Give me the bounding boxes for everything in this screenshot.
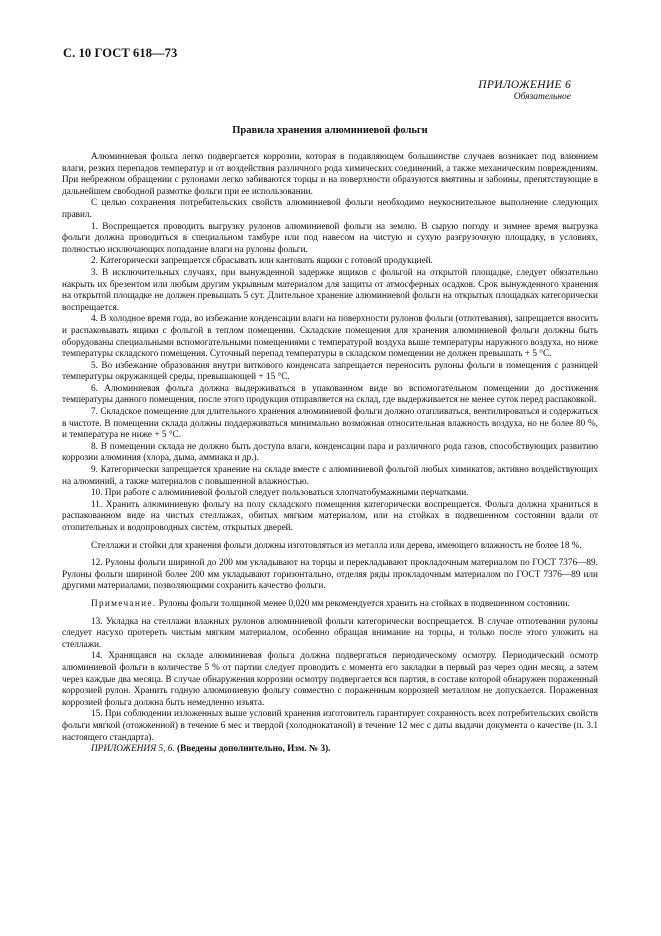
appendix-name: ПРИЛОЖЕНИЕ 6 xyxy=(478,79,571,91)
note-label: Примечание. xyxy=(91,598,157,609)
paragraph-rule-1: 1. Воспрещается проводить выгрузку рулонов алюминиевой фольги на землю. В сырую погоду и зимнее время выгрузка фольги должна проводиться в специальном тамбуре или под навесом на чистую и сухую разгрузочную площадку, в условиях, полностью исключающих попадание влаги на рулоны фольги. xyxy=(62,221,598,255)
paragraph-rule-9: 9. Категорически запрещается хранение на складе вместе с алюминиевой фольгой любых химикатов, активно воздействующих на алюминий, а также материалов с повышенной влажностью. xyxy=(62,465,598,487)
document-title: Правила хранения алюминиевой фольги xyxy=(232,125,428,136)
amendment-note xyxy=(62,744,598,756)
paragraph-intro: Алюминиевая фольга легко подвергается коррозии, которая в подавляющем большинстве случаев возникает под влиянием влаги, резких перепадов температур и от воздействия различного рода химических соединений, а также механическим повреждениям. При небрежном обращении с рулонами легко забиваются торцы и на поверхности образуются вмятины и забоины, препятствующие в дальнейшем свободной размотке фольги при ее использовании. xyxy=(62,152,598,197)
note-text: Рулоны фольги толщиной менее 0,020 мм рекомендуется хранить на стойках в подвешенном состоянии. xyxy=(156,598,570,609)
paragraph-rule-10: 10. При работе с алюминиевой фольгой следует пользоваться хлопчатобумажными перчатками. xyxy=(91,488,469,499)
paragraph-rule-11: 11. Хранить алюминиевую фольгу на полу складского помещения категорически воспрещается. Фольга должна храниться в распакованном виде на чистых стеллажах, обитых мягким материалом, или на стойках в подвешенном состоянии вдали от отопительных и водопроводных систем, открытых дверей. xyxy=(62,499,598,533)
paragraph-rule-12: 12. Рулоны фольги шириной до 200 мм укладывают на торцы и перекладывают прокладочным материалом по ГОСТ 7376—89. Рулоны фольги шириной более 200 мм укладывают горизонтально, отделяя ряды прокладочным материалом по ГОСТ 7376—89 или другими материалами, позволяющими сохранить качество фольги. xyxy=(62,558,598,592)
amendment-text: (Введены дополнительно, Изм. № 3). xyxy=(174,744,331,755)
page-header: С. 10 ГОСТ 618—73 xyxy=(63,46,178,60)
document-body xyxy=(62,152,598,756)
paragraph-purpose: С целью сохранения потребительских свойств алюминиевой фольги необходимо неукоснительное выполнение следующих правил. xyxy=(62,198,598,220)
paragraph-rule-5: 5. Во избежание образования внутри виткового конденсата запрещается переносить рулоны фольги в помещения с разницей температуры окружающей среды, превышающей + 15 °С. xyxy=(62,360,598,383)
amendment-ref: ПРИЛОЖЕНИЯ 5, 6. xyxy=(91,744,175,755)
paragraph-rule-4: 4. В холодное время года, во избежание конденсации влаги на поверхности рулонов фольги (отпотевания), запрещается вносить и распаковывать ящики с фольгой в теплом помещении. Складские помещения для хранения алюминиевой фольги должны быть оборудованы специальными вспомогательными помещениями с температурой воздуха выше температуры наружного воздуха, но ниже температуры складского помещения. Суточный перепад температуры в складском помещении не должен превышать + 5 °С. xyxy=(62,314,598,360)
paragraph-rule-13: 13. Укладка на стеллажи влажных рулонов алюминиевой фольги категорически воспрещается. В случае отпотевания рулоны следует насухо протереть чистым мягким материалом, особенно обращая внимание на торцы, и только после этого уложить на стеллажи. xyxy=(62,616,598,650)
paragraph-rule-14: 14. Хранящаяся на складе алюминиевая фольга должна подвергаться периодическому осмотру. Периодический осмотр алюминиевой фольги в количестве 5 % от партии следует проводить с момента его закладки в первый раз через один месяц, а затем через каждые два месяца. В случае обнаружения коррозии осмотру подвергается вся партия, в составе которой обнаружен пораженный коррозией рулон. Хранить годную алюминиевую фольгу совместно с пораженным коррозией металлом не допускается. Пораженная коррозией фольга должна быть немедленно изъята. xyxy=(62,651,598,708)
paragraph-rule-6: 6. Алюминиевая фольга должна выдерживаться в упакованном виде во вспомогательном помещении до достижения температуры данного помещения, после этого продукция отправляется на склад, где выдерживается не менее суток перед распаковкой. xyxy=(62,383,598,406)
appendix-label xyxy=(478,79,571,102)
paragraph-rule-2: 2. Категорически запрещается сбрасывать или кантовать ящики с готовой продукцией. xyxy=(91,256,433,267)
paragraph-rule-15: 15. При соблюдении изложенных выше условий хранения изготовитель гарантирует сохранность всех потребительских свойств фольги мягкой (отожженной) в течение 6 мес и твердой (холоднокатаной) в течение 12 мес с даты выдачи документа о качестве (п. 3.1 настоящего стандарта). xyxy=(62,709,598,743)
paragraph-rule-3: 3. В исключительных случаях, при вынужденной задержке ящиков с фольгой на открытой площадке, следует обязательно накрыть их брезентом или любым другим укрывным материалом для защиты от атмосферных осадков. Срок вынужденного хранения на открытой площадке не должен превышать 5 сут. Длительное хранение алюминиевой фольги на открытых площадках категорически воспрещается. xyxy=(62,267,598,313)
paragraph-rule-11-shelves: Стеллажи и стойки для хранения фольги должны изготовляться из металла или дерева, имеющего влажность не более 18 %. xyxy=(91,540,582,551)
paragraph-rule-7: 7. Складское помещение для длительного хранения алюминиевой фольги должно отапливаться, вентилироваться и содержаться в чистоте. В помещении склада должны поддерживаться минимально возможная относительная влажность воздуха, но не более 80 %, и температура не ниже + 5 °С. xyxy=(62,407,598,441)
appendix-status: Обязательное xyxy=(513,92,571,102)
note xyxy=(62,599,598,611)
paragraph-rule-8: 8. В помещении склада не должно быть доступа влаги, конденсации пара и различного рода газов, способствующих развитию коррозии алюминия (хлора, дыма, аммиака и др.). xyxy=(62,441,598,464)
